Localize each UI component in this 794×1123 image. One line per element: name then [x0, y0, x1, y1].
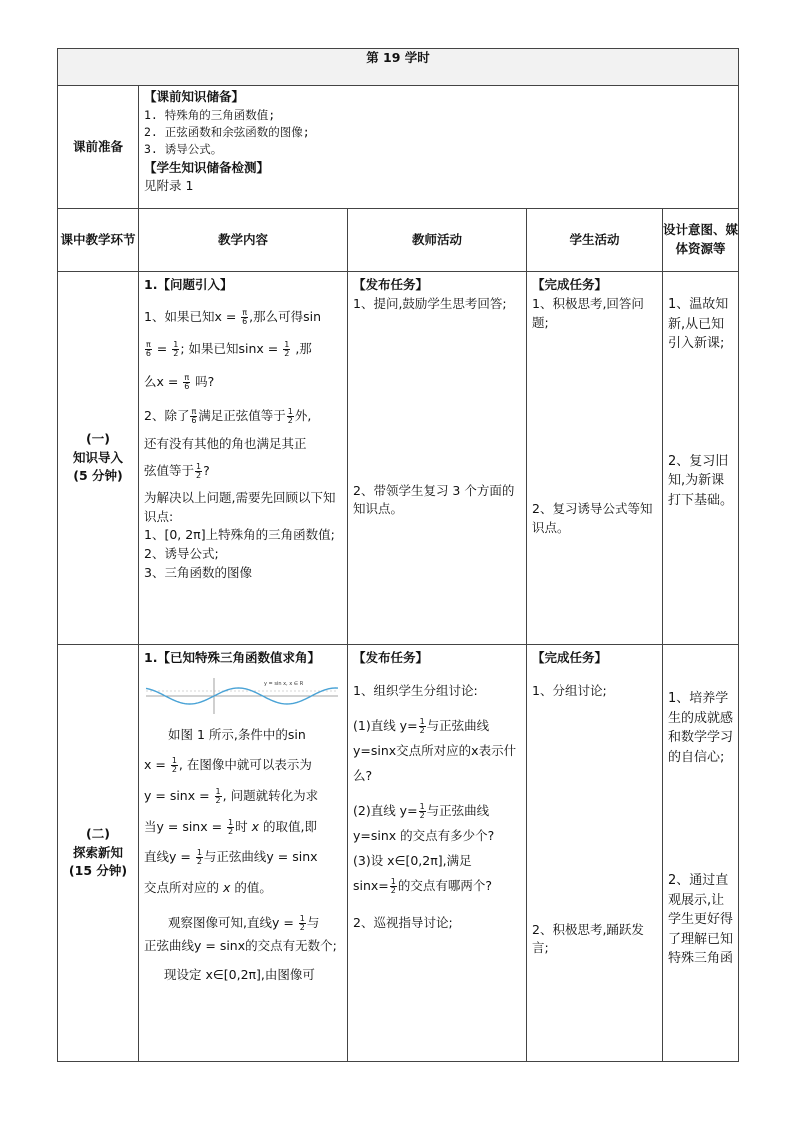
frac-1-2: $\frac{1}{2}$ — [228, 817, 234, 836]
q1-text-a: 1、如果已知x = — [144, 308, 241, 324]
section1-question1 — [144, 301, 342, 399]
s2-text-c1c: , 在图像中就可以表示为 — [178, 757, 312, 773]
section1-row — [58, 272, 739, 645]
section2-student-task-1: 1、分组讨论; — [532, 682, 607, 698]
frac-1-2: $\frac{1}{2}$ — [215, 787, 221, 805]
section2-row — [58, 645, 739, 1062]
section2-stage-time: (15 分钟) — [68, 863, 128, 879]
header-row — [58, 209, 739, 272]
frac-1-2: $\frac{1}{2}$ — [196, 462, 202, 481]
section1-design-2: 2、复习旧知,为新课打下基础。 — [668, 453, 734, 508]
section2-teacher-q1 — [353, 713, 521, 788]
section1-stage — [58, 272, 139, 645]
section2-design-1: 1、培养学生的成就感和数学学习的自信心; — [668, 691, 734, 765]
q1-text-g: 吗? — [191, 373, 215, 389]
frac-pi-6: $\frac{\pi}{6}$ — [242, 307, 248, 326]
section2-content — [139, 645, 348, 1062]
prep-label: 课前准备 — [58, 86, 139, 209]
section2-student-task-2: 2、积极思考,踊跃发言; — [532, 921, 644, 956]
q2-text-f: ? — [203, 463, 210, 479]
section1-review-item-3: 3、三角函数的图像 — [144, 564, 252, 580]
s2-text-c3c: x — [251, 818, 260, 834]
t2-text-c: y=sinx交点所对应的x表示什么? — [353, 742, 517, 783]
t3-text-c: y=sinx 的交点有多少个? — [353, 827, 495, 843]
q2-text-d: 还有没有其他的角也满足其正 — [144, 435, 307, 451]
section1-student-task-1: 1、积极思考,回答问题; — [532, 295, 644, 330]
q1-text-e: ,那 — [291, 341, 312, 357]
section1-student-heading: 【完成任务】 — [532, 277, 608, 292]
section2-observation — [144, 910, 342, 936]
frac-1-2: $\frac{1}{2}$ — [287, 407, 293, 426]
header-stage: 课中教学环节 — [58, 209, 139, 272]
section1-teacher-task-2: 2、带领学生复习 3 个方面的知识点。 — [353, 482, 515, 517]
section1-stage-name: 知识导入 — [72, 449, 123, 465]
section1-review-item-2: 2、诱导公式; — [144, 546, 219, 561]
section2-student-heading: 【完成任务】 — [532, 650, 608, 665]
section1-design-1: 1、温故知新,从已知引入新课; — [668, 297, 729, 351]
section2-teacher-task-2: 2、巡视指导讨论; — [353, 914, 453, 930]
s2-text-c5c: 的值。 — [230, 879, 272, 895]
frac-1-2: $\frac{1}{2}$ — [171, 756, 177, 775]
prep-heading-check: 【学生知识储备检测】 — [144, 159, 270, 175]
s2-text-c2a: y = sinx = — [144, 788, 214, 803]
header-teacher: 教师活动 — [348, 209, 527, 272]
frac-pi-6: $\frac{\pi}{6}$ — [184, 372, 190, 391]
section2-domain-setting: 现设定 x∈[0,2π],由图像可 — [164, 966, 315, 982]
prep-item-1: 1. 特殊角的三角函数值; — [144, 107, 276, 122]
section2-stage — [58, 645, 139, 1062]
section1-design — [663, 272, 739, 645]
section1-teacher — [348, 272, 527, 645]
prep-item-3: 3. 诱导公式。 — [144, 142, 223, 157]
frac-1-2: $\frac{1}{2}$ — [196, 848, 202, 867]
section2-stage-number: (二) — [86, 825, 110, 841]
section2-explanation — [144, 720, 342, 904]
s2-text-c4a: 直线y = — [144, 849, 195, 865]
t2-text-a: (1)直线 y= — [353, 717, 418, 733]
section2-heading: 1.【已知特殊三角函数值求角】 — [144, 650, 320, 665]
section1-heading: 1.【问题引入】 — [144, 277, 233, 292]
section1-review-intro: 为解决以上问题,需要先回顾以下知识点: — [144, 489, 336, 524]
s2-text-c6b: 与 — [306, 914, 320, 930]
frac-pi-6: $\frac{\pi}{6}$ — [145, 340, 151, 359]
frac-1-2: $\frac{1}{2}$ — [299, 913, 305, 932]
q1-text-c: = — [152, 341, 172, 357]
section1-stage-time: (5 分钟) — [73, 468, 123, 484]
section2-observation-rest: 正弦曲线y = sinx的交点有无数个; — [144, 937, 337, 953]
s2-text-c6a: 观察图像可知,直线y = — [168, 914, 298, 930]
frac-1-2: $\frac{1}{2}$ — [390, 876, 396, 895]
prep-item-2: 2. 正弦函数和余弦函数的图像; — [144, 125, 310, 139]
t4-text-c: 的交点有哪两个? — [397, 877, 493, 893]
section2-teacher-q3 — [353, 848, 521, 898]
section2-stage-name: 探索新知 — [72, 844, 123, 860]
section2-teacher-q2 — [353, 798, 521, 848]
q1-text-b: ,那么可得sin — [249, 308, 321, 324]
header-content: 教学内容 — [139, 209, 348, 272]
lesson-title: 第 19 学时 — [58, 49, 739, 86]
prep-heading-knowledge: 【课前知识储备】 — [144, 89, 245, 104]
t4-text-b: sinx= — [353, 877, 389, 893]
section1-student-task-2: 2、复习诱导公式等知识点。 — [532, 501, 653, 535]
t3-text-b: 与正弦曲线 — [426, 802, 490, 818]
section2-teacher-heading: 【发布任务】 — [353, 650, 429, 665]
s2-text-c5a: 交点所对应的 — [144, 879, 223, 895]
t2-text-b: 与正弦曲线 — [426, 717, 490, 733]
prep-row — [58, 86, 739, 209]
section1-content — [139, 272, 348, 645]
s2-text-c4b: 与正弦曲线y = sinx — [203, 849, 318, 865]
prep-appendix: 见附录 1 — [144, 178, 194, 194]
section1-teacher-task-1: 1、提问,鼓励学生思考回答; — [353, 295, 507, 311]
q1-text-d: ; 如果已知sinx = — [180, 341, 283, 357]
title-row — [58, 49, 739, 86]
section2-design — [663, 645, 739, 1062]
section2-teacher-task-1: 1、组织学生分组讨论: — [353, 682, 478, 698]
section2-teacher — [348, 645, 527, 1062]
section1-stage-number: (一) — [86, 430, 110, 446]
section2-student — [527, 645, 663, 1062]
sine-graph-figure — [144, 676, 340, 716]
section2-design-2: 2、通过直观展示,让学生更好得了理解已知特殊三角函 — [668, 873, 734, 966]
q2-text-a: 2、除了 — [144, 408, 190, 424]
t4-text-a: (3)设 x∈[0,2π],满足 — [353, 852, 472, 868]
lesson-plan-table — [57, 48, 739, 1062]
q2-text-e: 弦值等于 — [144, 463, 195, 479]
section1-student — [527, 272, 663, 645]
s2-text-c3d: 的取值,即 — [259, 818, 317, 834]
q2-text-b: 满足正弦值等于 — [198, 408, 286, 424]
frac-pi-6: $\frac{\pi}{6}$ — [191, 407, 197, 426]
prep-content — [139, 86, 739, 209]
t3-text-a: (2)直线 y= — [353, 802, 418, 818]
section1-review-item-1: 1、[0, 2π]上特殊角的三角函数值; — [144, 527, 335, 543]
s2-text-c5b: x — [222, 879, 231, 895]
s2-text-c3a: 当y = sinx = — [144, 818, 227, 834]
frac-1-2: $\frac{1}{2}$ — [419, 801, 425, 820]
section1-question2 — [144, 402, 342, 485]
s2-text-c3b: 时 — [235, 818, 252, 834]
s2-text-c1b: x = — [144, 757, 170, 773]
graph-caption: y = sin x, x ∈ R — [264, 680, 304, 687]
frac-1-2: $\frac{1}{2}$ — [173, 340, 179, 359]
header-design: 设计意图、媒体资源等 — [663, 209, 739, 272]
frac-1-2: $\frac{1}{2}$ — [419, 716, 425, 735]
q1-text-f: 么x = — [144, 373, 183, 389]
header-student: 学生活动 — [527, 209, 663, 272]
s2-text-c2b: , 问题就转化为求 — [222, 788, 319, 803]
q2-text-c: 外, — [294, 408, 312, 424]
frac-1-2: $\frac{1}{2}$ — [284, 340, 290, 359]
s2-text-c1a: 如图 1 所示,条件中的sin — [168, 726, 306, 742]
section1-teacher-heading: 【发布任务】 — [353, 277, 429, 292]
